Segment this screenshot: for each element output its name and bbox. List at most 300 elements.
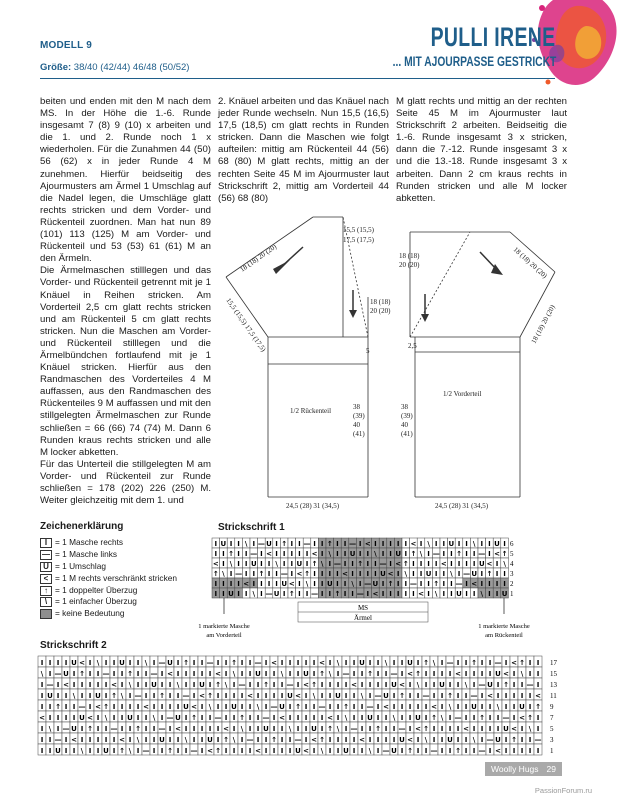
stitch-symbol: I — [472, 681, 476, 689]
stitch-symbol: I — [214, 540, 218, 548]
stitch-symbol: — — [158, 725, 166, 733]
stitch-symbol: I — [432, 681, 436, 689]
stitch-symbol: I — [504, 747, 508, 755]
legend-item — [40, 537, 177, 549]
stitch-symbol: — — [486, 736, 494, 744]
stitch-symbol: — — [333, 560, 341, 568]
stitch-symbol: I — [222, 580, 225, 588]
stitch-symbol: I — [416, 692, 420, 700]
stitch-symbol: — — [502, 714, 510, 722]
stitch-symbol: — — [294, 736, 302, 744]
stitch-symbol: I — [400, 714, 404, 722]
stitch-symbol: I — [440, 670, 444, 678]
stitch-symbol: — — [398, 725, 406, 733]
stitch-symbol: \ — [80, 747, 84, 755]
stitch-symbol: U — [367, 714, 373, 722]
stitch-symbol: \ — [496, 703, 500, 711]
stitch-symbol: I — [264, 692, 268, 700]
stitch-symbol: \ — [351, 580, 354, 588]
stitch-symbol: < — [111, 681, 117, 689]
marker-note-right: am Rückenteil — [485, 632, 523, 639]
paragraph: 2. Knäuel arbeiten und das Knäuel nach jeder Runde wechseln. Nun 15,5 (16,5) 17,5 (18,5) cm glatt rechts in Runden stricken. Dann die Maschen wie folgt aufteilen: mittig am Rückenteil 44 (56) 68 (80) M glatt rechts, mittig an der rechten Seite 45 M im Ajourmuster laut Strickschrift 2, mittig am Vorderteil 44 (56) 68 (80) — [218, 96, 389, 204]
stitch-symbol: < — [143, 703, 149, 711]
stitch-symbol: < — [296, 570, 303, 578]
stitch-symbol: < — [311, 550, 318, 558]
stitch-symbol: — — [526, 681, 534, 689]
stitch-symbol: I — [296, 725, 300, 733]
stitch-symbol: \ — [128, 681, 132, 689]
stitch-symbol: — — [54, 736, 62, 744]
stitch-symbol: I — [128, 725, 132, 733]
stitch-symbol: I — [48, 714, 52, 722]
stitch-symbol: U — [167, 659, 173, 667]
stitch-symbol: I — [40, 703, 44, 711]
stitch-symbol: — — [366, 703, 374, 711]
stitch-symbol: — — [62, 725, 70, 733]
dim-label: 38 — [401, 403, 408, 411]
stitch-symbol: I — [351, 590, 354, 598]
stitch-symbol: \ — [374, 550, 377, 558]
stitch-symbol: U — [383, 692, 389, 700]
stitch-symbol: I — [288, 736, 292, 744]
stitch-symbol: U — [391, 681, 397, 689]
stitch-symbol: \ — [224, 681, 228, 689]
paragraph: Die Ärmelmaschen stilllegen und das Vorder- und Rückenteil getrennt mit je 1 Knäuel in Reihen stricken. Am Vorderteil 2,5 cm glatt rechts stricken und am Rückenteil 5 cm glatt rechts stricken. Nun die Maschen am Vorder- und Rückenteil stilllegen und die Ärmelbündchen fortlaufend mit je 1 Knäuel stricken. Hierfür aus den Randmaschen des Vorderteiles 4 M auffassen, aus den Randmaschen des Rückenteiles 9 M auffassen und mit den stillgelegten Ärmelmaschen zur Runde schließen = 66 (66) 74 (74) M. Dann 6 Runden kraus rechts stricken und alle M locker abketten. — [40, 265, 211, 458]
stitch-symbol: ↑ — [311, 681, 317, 689]
stitch-symbol: U — [281, 580, 288, 588]
stitch-symbol: I — [104, 681, 108, 689]
stitch-symbol: I — [312, 703, 316, 711]
stitch-symbol: I — [480, 540, 484, 548]
stitch-symbol: U — [228, 590, 234, 598]
stitch-symbol: I — [272, 725, 276, 733]
stitch-symbol: I — [168, 725, 172, 733]
stitch-symbol: I — [272, 747, 276, 755]
stitch-symbol: I — [368, 659, 372, 667]
stitch-symbol: \ — [464, 681, 468, 689]
stitch-symbol: I — [376, 714, 380, 722]
stitch-symbol: I — [267, 560, 271, 568]
stitch-symbol: I — [288, 703, 292, 711]
stitch-symbol: I — [296, 670, 300, 678]
stitch-symbol: I — [472, 714, 476, 722]
stitch-symbol: \ — [176, 681, 180, 689]
stitch-symbol: I — [343, 550, 347, 558]
stitch-symbol: ↑ — [410, 550, 417, 558]
stitch-symbol: I — [304, 659, 308, 667]
stitch-symbol: \ — [232, 670, 236, 678]
stitch-symbol: U — [266, 540, 272, 548]
symbol-no-stitch — [40, 609, 52, 619]
stitch-symbol: ↑ — [415, 670, 421, 678]
stitch-symbol: I — [360, 747, 364, 755]
stitch-symbol: I — [252, 540, 256, 548]
chart2-title: Strickschrift 2 — [40, 640, 107, 651]
stitch-symbol: I — [376, 681, 380, 689]
stitch-symbol: — — [254, 659, 262, 667]
dim-label: 18 (18) 20 (20) — [511, 245, 549, 280]
stitch-symbol: I — [48, 659, 52, 667]
stitch-symbol: I — [144, 725, 148, 733]
stitch-symbol: I — [296, 714, 300, 722]
stitch-symbol: ↑ — [375, 725, 381, 733]
stitch-symbol: U — [279, 703, 285, 711]
stitch-symbol: U — [425, 570, 432, 578]
stitch-symbol: I — [298, 580, 301, 588]
stitch-symbol: I — [374, 540, 377, 548]
stitch-symbol: I — [232, 747, 236, 755]
stitch-symbol: I — [264, 670, 268, 678]
legend-title: Zeichenerklärung — [40, 521, 124, 532]
stitch-symbol: I — [384, 714, 388, 722]
stitch-symbol: I — [427, 580, 430, 588]
stitch-symbol: I — [503, 580, 506, 588]
stitch-symbol: I — [112, 714, 116, 722]
stitch-symbol: \ — [312, 692, 316, 700]
stitch-symbol: — — [142, 747, 150, 755]
stitch-symbol: I — [128, 659, 132, 667]
stitch-symbol: I — [434, 560, 438, 568]
stitch-symbol: I — [112, 747, 116, 755]
stitch-symbol: ↑ — [367, 670, 373, 678]
stitch-symbol: I — [176, 736, 180, 744]
stitch-symbol: I — [56, 714, 60, 722]
stitch-symbol: I — [256, 736, 260, 744]
stitch-symbol: ↑ — [535, 703, 541, 711]
stitch-symbol: I — [313, 580, 316, 588]
stitch-symbol: ↑ — [271, 736, 277, 744]
dim-label: 15,5 (15,5) 17,5 (17,5) — [224, 296, 268, 354]
stitch-symbol: I — [512, 747, 516, 755]
stitch-symbol: < — [215, 670, 221, 678]
stitch-symbol: U — [335, 692, 341, 700]
stitch-symbol: I — [352, 747, 356, 755]
stitch-symbol: I — [152, 703, 156, 711]
legend-text: = 1 Masche rechts — [55, 537, 124, 547]
schematic-front — [395, 212, 560, 517]
stitch-symbol: I — [536, 747, 540, 755]
stitch-symbol: ↑ — [111, 692, 117, 700]
stitch-symbol: — — [182, 692, 190, 700]
stitch-symbol: I — [290, 550, 294, 558]
stitch-symbol: I — [412, 560, 415, 568]
stitch-symbol: \ — [392, 714, 396, 722]
stitch-symbol: < — [71, 736, 77, 744]
stitch-symbol: I — [144, 714, 148, 722]
stitch-symbol: I — [396, 570, 400, 578]
stitch-symbol: I — [275, 570, 278, 578]
stitch-symbol: I — [184, 714, 188, 722]
stitch-symbol: I — [200, 736, 204, 744]
stitch-symbol: I — [424, 670, 428, 678]
stitch-symbol: I — [304, 692, 308, 700]
stitch-symbol: I — [176, 670, 180, 678]
stitch-symbol: I — [448, 681, 452, 689]
stitch-symbol: I — [320, 550, 324, 558]
stitch-symbol: < — [364, 540, 371, 548]
stitch-symbol: ↑ — [431, 714, 437, 722]
stitch-symbol: I — [275, 550, 278, 558]
stitch-symbol: I — [104, 692, 108, 700]
stitch-symbol: I — [120, 703, 124, 711]
stitch-symbol: \ — [448, 703, 452, 711]
stitch-symbol: I — [160, 681, 164, 689]
stitch-symbol: < — [351, 681, 357, 689]
size-label: Größe: — [40, 62, 72, 73]
stitch-symbol: — — [454, 714, 462, 722]
stitch-symbol: — — [265, 590, 273, 598]
stitch-symbol: I — [381, 540, 385, 548]
stitch-symbol: I — [424, 681, 428, 689]
stitch-symbol: ↑ — [455, 747, 461, 755]
stitch-symbol: I — [320, 725, 324, 733]
stitch-symbol: I — [64, 747, 68, 755]
stitch-symbol: I — [408, 725, 412, 733]
stitch-symbol: I — [352, 714, 356, 722]
magazine-name: Woolly Hugs — [490, 764, 539, 774]
stitch-symbol: \ — [152, 714, 156, 722]
stitch-symbol: I — [237, 540, 240, 548]
stitch-symbol: I — [448, 725, 452, 733]
stitch-symbol: I — [96, 736, 100, 744]
stitch-symbol: I — [280, 736, 284, 744]
stitch-symbol: < — [243, 580, 250, 588]
stitch-symbol: < — [175, 725, 181, 733]
stitch-symbol: < — [295, 692, 301, 700]
stitch-symbol: I — [40, 736, 44, 744]
stitch-symbol: I — [152, 692, 156, 700]
stitch-symbol: I — [528, 670, 532, 678]
stitch-symbol: I — [512, 681, 516, 689]
stitch-symbol: I — [412, 590, 415, 598]
stitch-symbol: I — [472, 550, 476, 558]
stitch-symbol: I — [374, 570, 377, 578]
stitch-symbol: I — [305, 590, 309, 598]
stitch-symbol: ↑ — [87, 725, 93, 733]
stitch-symbol: I — [222, 590, 225, 598]
stitch-symbol: I — [312, 714, 316, 722]
stitch-symbol: I — [442, 580, 446, 588]
stitch-symbol: I — [216, 692, 220, 700]
stitch-symbol: I — [168, 692, 172, 700]
stitch-symbol: I — [128, 736, 132, 744]
stitch-symbol: — — [374, 692, 382, 700]
legend-item — [40, 608, 177, 620]
stitch-symbol: I — [381, 550, 385, 558]
stitch-symbol: < — [372, 590, 379, 598]
stitch-symbol: ↑ — [319, 670, 325, 678]
stitch-symbol: U — [220, 540, 227, 548]
stitch-symbol: I — [434, 540, 438, 548]
stitch-symbol: < — [271, 659, 277, 667]
stitch-symbol: I — [224, 659, 228, 667]
stitch-symbol: I — [396, 580, 400, 588]
stitch-symbol: I — [488, 725, 492, 733]
stitch-symbol: I — [120, 714, 124, 722]
stitch-symbol: I — [88, 736, 92, 744]
stitch-symbol: U — [471, 703, 477, 711]
stitch-symbol: I — [480, 659, 484, 667]
stitch-symbol: I — [358, 540, 362, 548]
stitch-symbol: I — [144, 692, 148, 700]
stitch-symbol: \ — [416, 681, 420, 689]
row-number: 2 — [510, 580, 514, 588]
stitch-symbol: — — [390, 670, 398, 678]
stitch-symbol: I — [404, 550, 408, 558]
stitch-symbol: \ — [360, 692, 364, 700]
stitch-symbol: I — [260, 550, 263, 558]
stitch-symbol: I — [192, 681, 196, 689]
stitch-symbol: I — [368, 681, 372, 689]
stitch-symbol: I — [120, 670, 124, 678]
stitch-symbol: I — [208, 725, 212, 733]
stitch-symbol: \ — [344, 714, 348, 722]
stitch-symbol: I — [229, 570, 233, 578]
stitch-symbol: I — [457, 540, 461, 548]
stitch-symbol: I — [288, 747, 292, 755]
stitch-symbol: ↑ — [456, 550, 462, 558]
stitch-symbol: I — [488, 580, 491, 588]
dim-label: 18 (18) 20 (20) — [238, 242, 279, 274]
symbol-purl: — — [42, 549, 50, 559]
stitch-symbol: I — [336, 580, 339, 588]
stitch-symbol: I — [512, 670, 516, 678]
stitch-symbol: \ — [244, 540, 248, 548]
dim-label: 18 (18) — [399, 252, 420, 260]
stitch-symbol: I — [528, 703, 532, 711]
stitch-symbol: I — [40, 747, 44, 755]
stitch-symbol: I — [275, 540, 278, 548]
stitch-symbol: I — [64, 659, 68, 667]
stitch-symbol: I — [464, 670, 468, 678]
stitch-symbol: < — [212, 560, 219, 568]
stitch-symbol: U — [487, 681, 493, 689]
stitch-symbol: < — [247, 692, 253, 700]
stitch-symbol: I — [244, 570, 248, 578]
stitch-symbol: I — [237, 590, 240, 598]
stitch-symbol: I — [352, 670, 356, 678]
stitch-symbol: I — [465, 560, 468, 568]
stitch-symbol: I — [237, 550, 240, 558]
stitch-symbol: I — [472, 670, 476, 678]
stitch-symbol: I — [360, 725, 364, 733]
stitch-symbol: I — [244, 550, 248, 558]
stitch-symbol: U — [255, 670, 261, 678]
dim-label: 38 — [353, 403, 360, 411]
stitch-symbol: I — [440, 736, 444, 744]
stitch-symbol: I — [520, 681, 524, 689]
stitch-symbol: I — [192, 670, 196, 678]
row-number: 4 — [510, 560, 514, 568]
stitch-symbol: — — [214, 714, 222, 722]
stitch-symbol: I — [160, 703, 164, 711]
stitch-symbol: U — [343, 747, 349, 755]
stitch-symbol: I — [412, 570, 415, 578]
stitch-symbol: — — [238, 681, 246, 689]
stitch-symbol: I — [256, 681, 260, 689]
stitch-symbol: ↑ — [212, 570, 219, 578]
stitch-symbol: < — [535, 692, 541, 700]
row-number: 11 — [550, 692, 557, 700]
stitch-symbol: I — [256, 725, 260, 733]
stitch-symbol: I — [222, 550, 225, 558]
stitch-symbol: I — [504, 736, 508, 744]
stitch-symbol: ↑ — [228, 550, 234, 558]
stitch-symbol: I — [64, 703, 68, 711]
stitch-symbol: I — [64, 714, 68, 722]
stitch-symbol: I — [320, 580, 324, 588]
stitch-symbol: I — [400, 747, 404, 755]
dim-label: 24,5 (28) 31 (34,5) — [286, 502, 340, 510]
stitch-symbol: U — [199, 681, 205, 689]
stitch-symbol: I — [304, 736, 308, 744]
stitch-symbol: I — [96, 670, 100, 678]
stitch-symbol: < — [255, 747, 261, 755]
stitch-symbol: \ — [440, 714, 444, 722]
row-number: 3 — [550, 736, 554, 744]
stitch-symbol: I — [144, 736, 148, 744]
stitch-symbol: I — [374, 560, 377, 568]
stitch-symbol: I — [304, 725, 308, 733]
stitch-symbol: I — [472, 590, 476, 598]
stitch-symbol: I — [216, 703, 220, 711]
stitch-symbol: I — [176, 703, 180, 711]
stitch-symbol: I — [472, 725, 476, 733]
stitch-symbol: I — [214, 550, 218, 558]
stitch-symbol: < — [327, 714, 333, 722]
stitch-symbol: I — [419, 560, 423, 568]
stitch-symbol: I — [232, 725, 236, 733]
stitch-symbol: I — [400, 659, 404, 667]
stitch-symbol: I — [104, 725, 108, 733]
stitch-symbol: — — [102, 670, 110, 678]
stitch-symbol: I — [343, 580, 347, 588]
stitch-symbol: I — [56, 725, 60, 733]
stitch-symbol: I — [440, 692, 444, 700]
stitch-symbol: I — [200, 659, 204, 667]
stitch-symbol: I — [396, 540, 400, 548]
stitch-symbol: I — [343, 560, 347, 568]
stitch-symbol: I — [240, 747, 244, 755]
stitch-symbol: I — [208, 670, 212, 678]
stitch-symbol: I — [448, 714, 452, 722]
page-number: 29 — [546, 764, 556, 774]
stitch-symbol: I — [252, 580, 256, 588]
legend-text: = 1 M rechts verschränkt stricken — [55, 572, 177, 583]
stitch-symbol: I — [320, 714, 324, 722]
stitch-symbol: I — [503, 570, 506, 578]
stitch-symbol: I — [480, 570, 484, 578]
stitch-symbol: \ — [40, 670, 44, 678]
stitch-symbol: U — [415, 714, 421, 722]
stitch-symbol: I — [450, 590, 453, 598]
stitch-symbol: I — [442, 540, 446, 548]
stitch-symbol: I — [416, 747, 420, 755]
stitch-symbol: I — [260, 580, 263, 588]
stitch-symbol: \ — [136, 736, 140, 744]
stitch-symbol: I — [496, 681, 500, 689]
stitch-symbol: I — [120, 725, 124, 733]
stitch-symbol: I — [480, 692, 484, 700]
stitch-symbol: ↑ — [223, 736, 229, 744]
stitch-symbol: I — [465, 580, 468, 588]
symbol-yarn-over: U — [40, 562, 52, 572]
piece-label: 1/2 Rückenteil — [290, 407, 332, 415]
stitch-symbol: I — [343, 590, 347, 598]
stitch-symbol: I — [368, 692, 372, 700]
stitch-symbol: I — [88, 692, 92, 700]
stitch-symbol: < — [199, 692, 205, 700]
